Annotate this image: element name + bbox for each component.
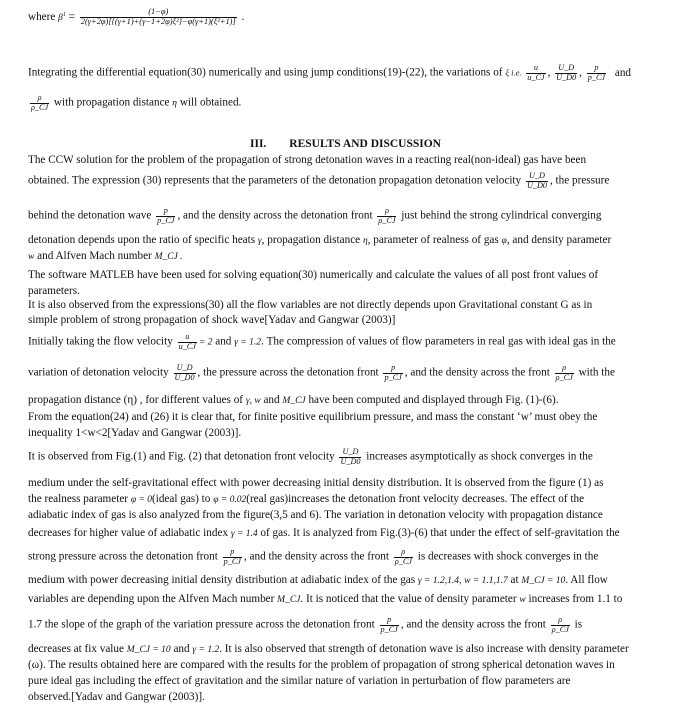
body-line: decreases at fix value M_CJ = 10 and γ = 1.2. It is also observed that strength of detonation wave is also increase with density parameter [28, 643, 629, 655]
formula-fraction: $\frac{(1-\varphi)}{\text{2(γ+2φ)[\{(γ+1)+(γ−1+2φ)ξ²\}−φ(γ+1)(ξ²+1)]}}$ [80, 7, 236, 26]
body-line: It is also observed from the expressions(30) all the flow variables are not directly depends upon Gravitational constant G as in [28, 299, 593, 311]
formula-where: where [28, 10, 56, 23]
body-line: detonation depends upon the ratio of specific heats γ, propagation distance η, parameter of realness of gas φ, and density parameter [28, 234, 612, 246]
body-line: parameters. [28, 285, 80, 297]
body-line: The CCW solution for the problem of the propagation of strong detonation waves in a reacting real(non-ideal) gas have been [28, 154, 587, 166]
formula-beta: where $\beta^1$ = $\frac{(1-\varphi)}{\text{2(γ+2φ)[\{(γ+1)+(γ−1+2φ)ξ²\}−φ(γ+1)(ξ²+1)]}}$ . [28, 7, 245, 26]
section-title: III. RESULTS AND DISCUSSION [250, 138, 441, 150]
body-line: From the equation(24) and (26) it is clear that, for finite positive equilibrium pressure, and mass the constant ‘w’ must obey the [28, 411, 598, 423]
body-line: medium with power decreasing initial density distribution at adiabatic index of the gas γ = 1.2,1.4, w = 1.1,1.7 at M_CJ = 10. All flow [28, 574, 608, 586]
formula-beta-symbol: $\beta^1$ [58, 11, 66, 23]
body-line: The software MATLEB have been used for solving equation(30) numerically and calculate the values of all post front values of [28, 269, 599, 281]
body-line: obtained. The expression (30) represents that the parameters of the detonation propagation detonation velocity $\frac{U\_D}{U\_D0}$ , the pressure [28, 171, 610, 190]
body-line: strong pressure across the detonation front $\frac{p}{p\_CJ}$ , and the density across the front $\frac{\rho}{\rho\_CJ}$ is decreases with shock converges in the [28, 547, 599, 566]
body-line: behind the detonation wave $\frac{p}{p\_CJ}$ , and the density across the detonation front $\frac{\rho}{\rho\_CJ}$ just behind the strong cylindrical converging [28, 206, 602, 225]
body-line: variation of detonation velocity $\frac{U\_D}{U\_D0}$ , the pressure across the detonation front $\frac{p}{p\_CJ}$ , and the density across the front $\frac{\rho}{\rho\_CJ}$ with the [28, 363, 615, 382]
body-line: adiabatic index of gas is also analyzed from the figure(3,5 and 6). The variation in detonation velocity with propagation distance [28, 509, 603, 521]
body-line: pure ideal gas including the effect of gravitation and the similar nature of variation in perturbation of flow parameters are [28, 675, 571, 687]
body-line: medium under the self-gravitational effect with power decreasing initial density distribution. It is observed from the figure (1) as [28, 477, 604, 489]
body-line: simple problem of strong propagation of shock wave[Yadav and Gangwar (2003)] [28, 314, 396, 326]
body-line: decreases for higher value of adiabatic index γ = 1.4 of gas. It is analyzed from Fig.(3)-(6) that under the effect of self-gravitation the [28, 527, 620, 539]
body-line: Initially taking the flow velocity $\frac{u}{u\_CJ}$ = 2 and γ = 1.2. The compression of values of flow parameters in real gas with ideal gas in the [28, 332, 616, 351]
body-line: observed.[Yadav and Gangwar (2003)]. [28, 691, 205, 703]
body-line: variables are depending upon the Alfven Mach number M_CJ. It is noticed that the value of density parameter w increases from 1.1 to [28, 593, 623, 605]
body-line: inequality 1<w<2[Yadav and Gangwar (2003)]. [28, 427, 242, 439]
body-line: (ω). The results obtained here are compared with the results for the problem of propagation of strong spherical detonation waves in [28, 659, 615, 671]
body-line: propagation distance (η) , for different values of γ, w and M_CJ have been computed and displayed through Fig. (1)-(6). [28, 394, 559, 406]
integrating-line-1: Integrating the differential equation(30) numerically and using jump conditions(19)-(22), the variations of ξ i.e. $\frac{u}{u\_CJ}$ , $\frac{U\_D}{U\_D0}$ , $\frac{p}{p\_CJ}$ and [28, 63, 632, 82]
integrating-line-2: $\frac{\rho}{\rho\_CJ}$ with propagation distance η will obtained. [31, 93, 242, 112]
body-line: w and Alfven Mach number M_CJ . [28, 250, 183, 262]
body-line: 1.7 the slope of the graph of the variation pressure across the detonation front $\frac{p}{p\_CJ}$ , and the density across the front $\frac{\rho}{\rho\_CJ}$ is [28, 615, 583, 634]
body-line: the realness parameter φ = 0(ideal gas) to φ = 0.02(real gas)increases the detonation front velocity decreases. The effect of the [28, 493, 585, 505]
body-line: It is observed from Fig.(1) and Fig. (2) that detonation front velocity $\frac{U\_D}{U\_D0}$ increases asymptotically as shock converges in the [28, 447, 593, 466]
